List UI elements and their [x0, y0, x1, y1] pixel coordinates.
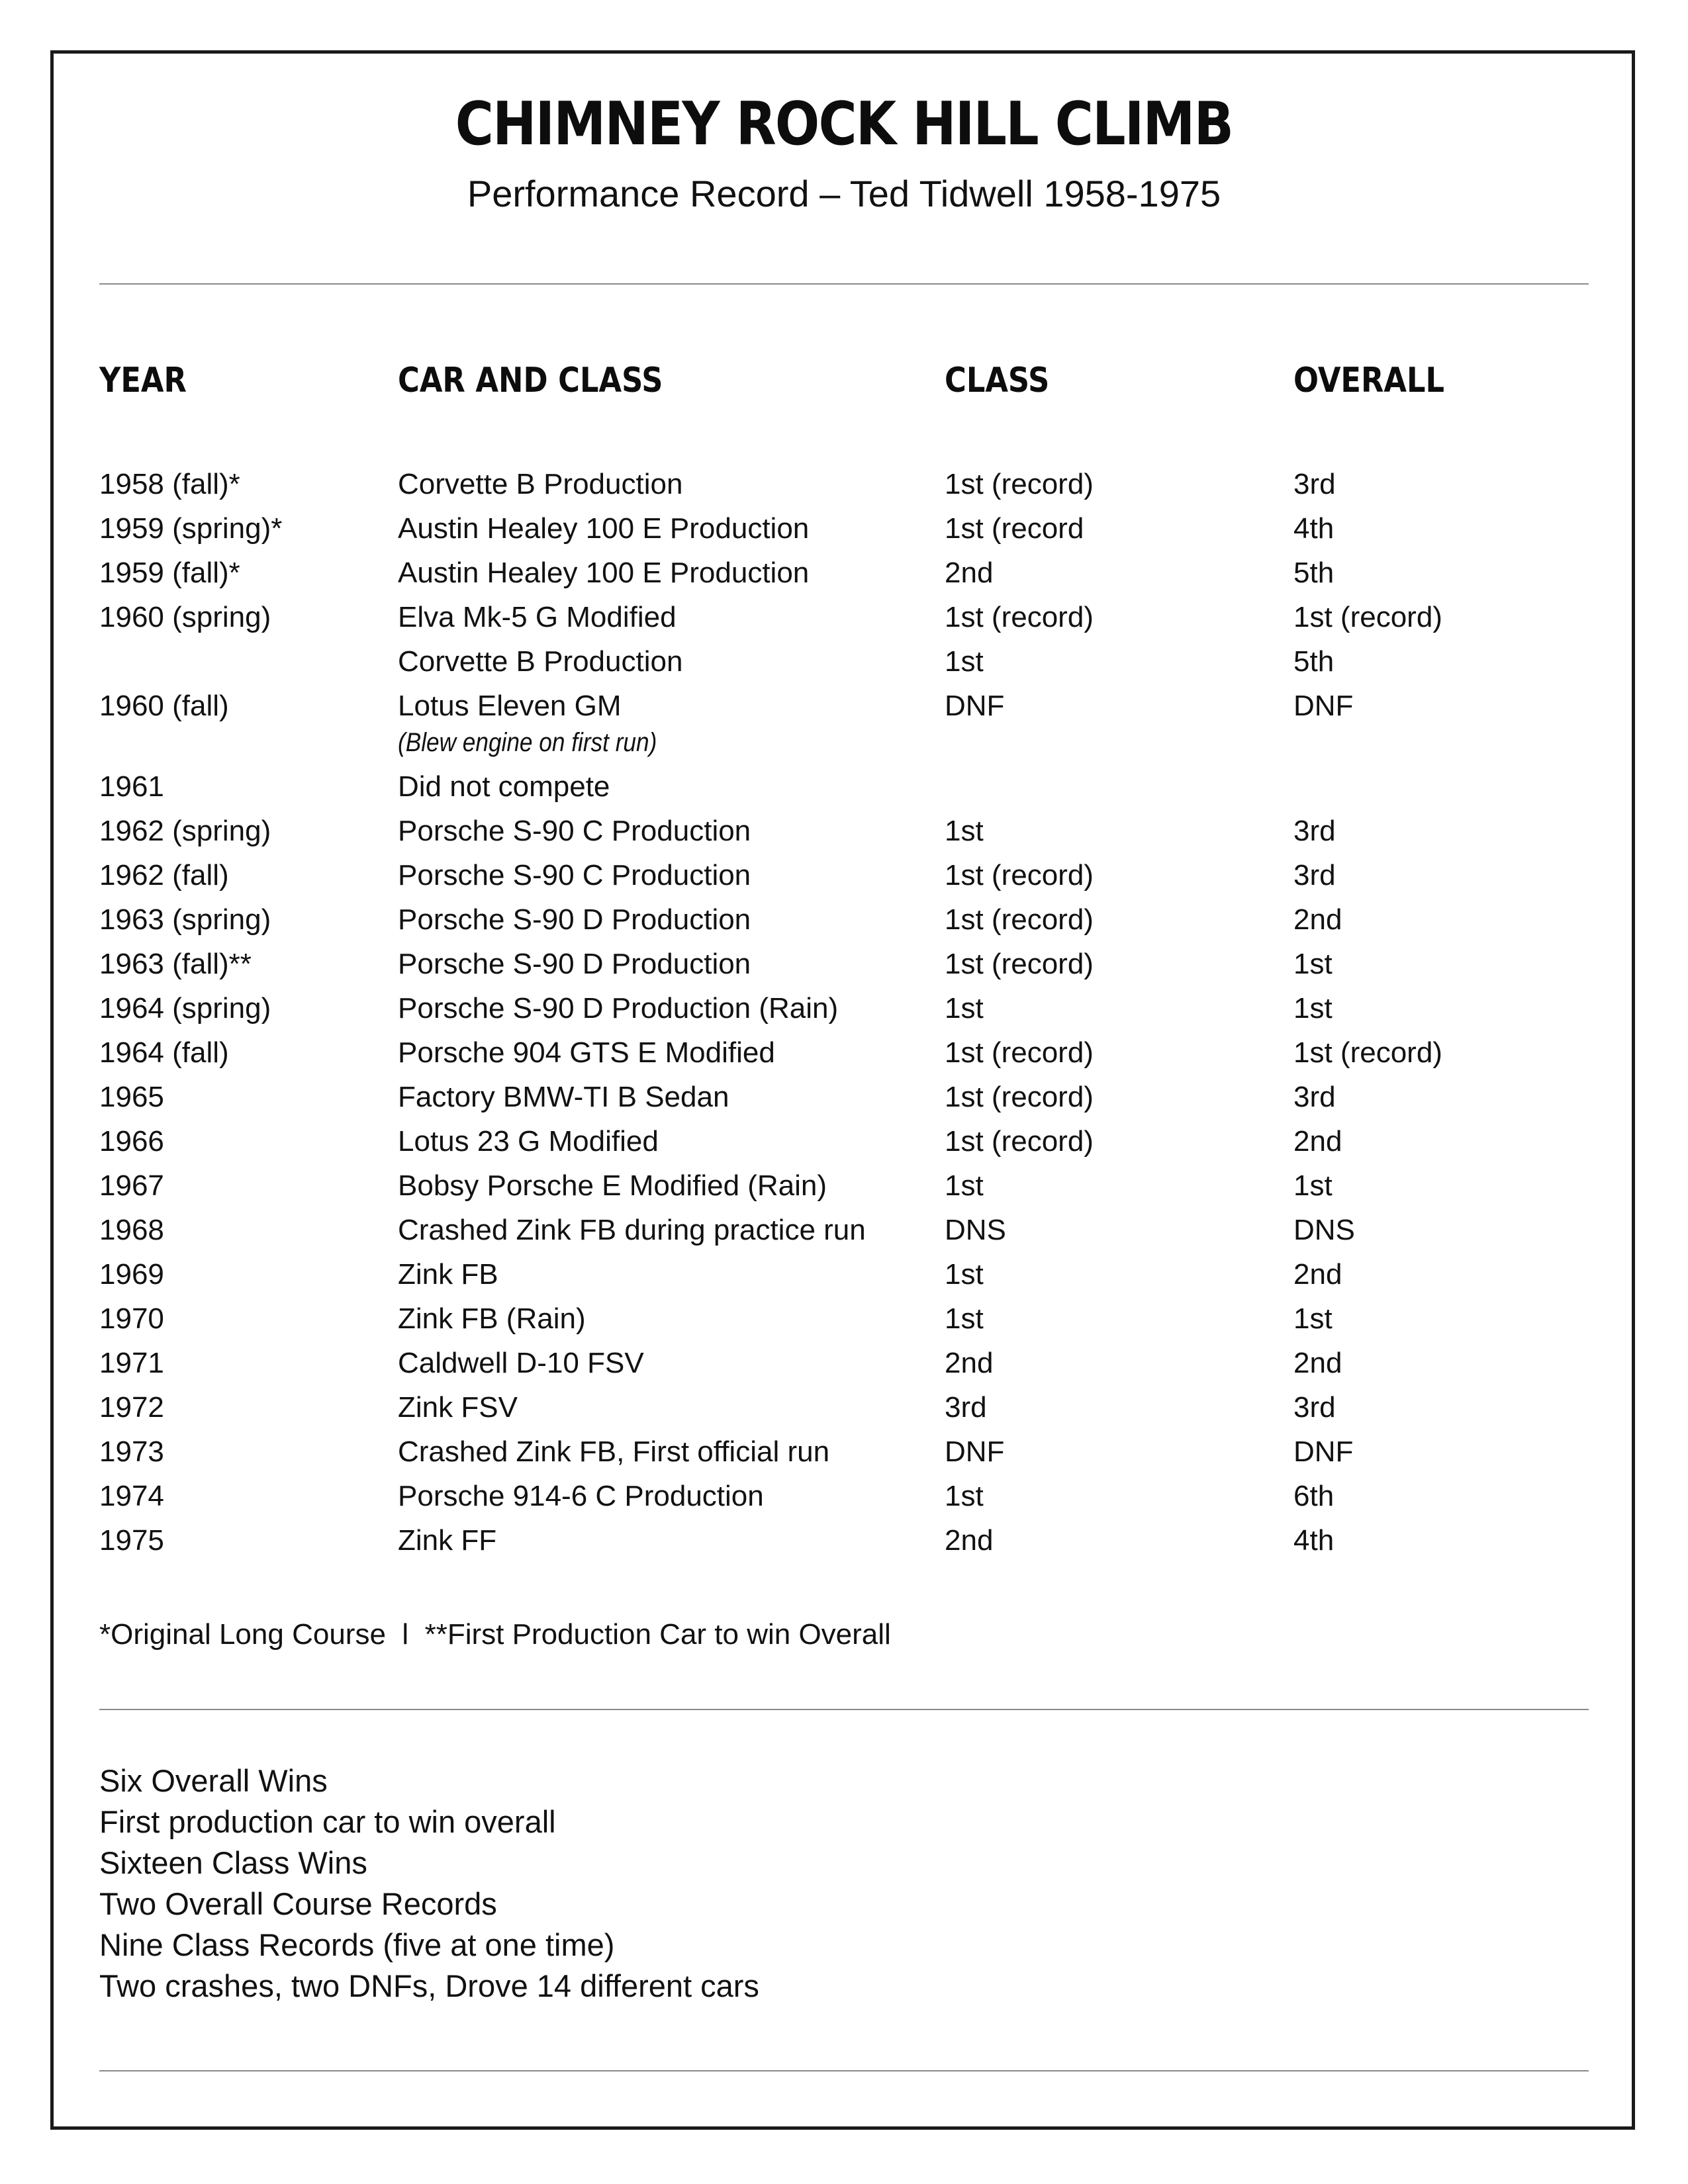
cell-overall-result: 2nd — [1293, 903, 1342, 936]
cell-car-and-class — [398, 1385, 518, 1430]
car-name: Did not compete — [398, 770, 610, 803]
divider-bottom — [99, 2070, 1589, 2071]
cell-car-and-class — [398, 1030, 775, 1075]
divider-middle — [99, 1709, 1589, 1710]
cell-year: 1962 (spring) — [99, 815, 271, 847]
cell-year: 1968 — [99, 1214, 164, 1246]
table-row — [0, 897, 1688, 942]
table-row — [0, 1030, 1688, 1075]
table-row — [0, 942, 1688, 986]
cell-overall-result: 1st — [1293, 948, 1333, 980]
cell-class-result: 1st — [945, 1258, 984, 1291]
cell-class-result: 1st — [945, 645, 984, 678]
table-row — [0, 1119, 1688, 1163]
cell-class-result: 1st (record) — [945, 601, 1094, 633]
table-row — [0, 1252, 1688, 1297]
car-name: Porsche 904 GTS E Modified — [398, 1036, 775, 1069]
summary-item: Two crashes, two DNFs, Drove 14 different cars — [99, 1968, 759, 2003]
cell-car-and-class — [398, 639, 682, 684]
page-title: CHIMNEY ROCK HILL CLIMB — [455, 89, 1233, 159]
cell-car-and-class — [398, 1252, 498, 1297]
cell-year: 1964 (spring) — [99, 992, 271, 1024]
car-name: Corvette B Production — [398, 468, 683, 500]
cell-year: 1966 — [99, 1125, 164, 1158]
car-note: (Blew engine on first run) — [398, 728, 657, 757]
cell-year: 1962 (fall) — [99, 859, 229, 891]
summary-item: Six Overall Wins — [99, 1763, 328, 1798]
header-overall: OVERALL — [1293, 361, 1445, 400]
cell-overall-result: 3rd — [1293, 468, 1336, 500]
cell-car-and-class — [398, 551, 809, 595]
table-row — [0, 1430, 1688, 1474]
cell-overall-result: DNF — [1293, 1435, 1354, 1468]
cell-class-result: 1st — [945, 1480, 984, 1512]
cell-year: 1964 (fall) — [99, 1036, 229, 1069]
table-row — [0, 1208, 1688, 1252]
header-class: CLASS — [945, 361, 1050, 400]
cell-overall-result: 3rd — [1293, 859, 1336, 891]
cell-year: 1965 — [99, 1081, 164, 1113]
table-row — [0, 1075, 1688, 1119]
cell-class-result: DNS — [945, 1214, 1006, 1246]
car-name: Porsche S-90 D Production — [398, 903, 751, 936]
summary-item: Sixteen Class Wins — [99, 1845, 367, 1880]
cell-overall-result: 3rd — [1293, 1081, 1336, 1113]
cell-year: 1974 — [99, 1480, 164, 1512]
car-name: Porsche 914-6 C Production — [398, 1480, 764, 1512]
cell-overall-result: 2nd — [1293, 1347, 1342, 1379]
car-name: Crashed Zink FB, First official run — [398, 1435, 830, 1468]
cell-overall-result: 5th — [1293, 557, 1335, 589]
table-row — [0, 1341, 1688, 1385]
cell-overall-result: 2nd — [1293, 1125, 1342, 1158]
cell-year: 1969 — [99, 1258, 164, 1291]
summary-item: First production car to win overall — [99, 1804, 556, 1839]
car-name: Porsche S-90 C Production — [398, 815, 751, 847]
table-row — [0, 1385, 1688, 1430]
cell-year: 1975 — [99, 1524, 164, 1557]
cell-year: 1963 (fall)** — [99, 948, 252, 980]
cell-year: 1970 — [99, 1302, 164, 1335]
car-name: Porsche S-90 C Production — [398, 859, 751, 891]
cell-overall-result: 1st (record) — [1293, 1036, 1442, 1069]
car-name: Austin Healey 100 E Production — [398, 557, 810, 589]
cell-class-result: 1st — [945, 1302, 984, 1335]
cell-class-result: 1st (record) — [945, 1125, 1094, 1158]
cell-class-result: 1st (record) — [945, 903, 1094, 936]
table-row — [0, 853, 1688, 897]
cell-overall-result: 1st — [1293, 992, 1333, 1024]
table-row — [0, 764, 1688, 809]
cell-class-result: DNF — [945, 690, 1005, 722]
cell-class-result: 1st (record) — [945, 468, 1094, 500]
cell-class-result: 1st (record) — [945, 1081, 1094, 1113]
table-row — [0, 551, 1688, 595]
car-name: Factory BMW-TI B Sedan — [398, 1081, 729, 1113]
summary-item: Two Overall Course Records — [99, 1886, 497, 1921]
cell-car-and-class — [398, 506, 809, 551]
cell-overall-result: 4th — [1293, 512, 1335, 545]
cell-year: 1959 (spring)* — [99, 512, 283, 545]
car-name: Crashed Zink FB during practice run — [398, 1214, 866, 1246]
cell-car-and-class — [398, 1075, 729, 1119]
cell-overall-result: DNF — [1293, 690, 1354, 722]
table-row — [0, 1474, 1688, 1518]
cell-year: 1967 — [99, 1169, 164, 1202]
cell-class-result: 3rd — [945, 1391, 987, 1424]
header-car-and-class: CAR AND CLASS — [398, 361, 663, 400]
cell-class-result: 1st (record — [945, 512, 1084, 545]
summary-item: Nine Class Records (five at one time) — [99, 1927, 615, 1962]
cell-car-and-class — [398, 1163, 827, 1208]
cell-overall-result: 1st — [1293, 1169, 1333, 1202]
cell-year: 1958 (fall)* — [99, 468, 240, 500]
cell-class-result: DNF — [945, 1435, 1005, 1468]
car-name: Zink FB (Rain) — [398, 1302, 586, 1335]
table-row — [0, 684, 1688, 764]
car-name: Austin Healey 100 E Production — [398, 512, 810, 545]
cell-year: 1963 (spring) — [99, 903, 271, 936]
cell-class-result: 1st — [945, 815, 984, 847]
cell-year: 1973 — [99, 1435, 164, 1468]
cell-car-and-class — [398, 853, 751, 897]
cell-overall-result: DNS — [1293, 1214, 1355, 1246]
cell-car-and-class — [398, 462, 682, 506]
table-row — [0, 809, 1688, 853]
cell-car-and-class — [398, 1474, 764, 1518]
cell-car-and-class — [398, 595, 677, 639]
cell-overall-result: 1st — [1293, 1302, 1333, 1335]
cell-class-result: 2nd — [945, 1524, 994, 1557]
cell-car-and-class — [398, 1119, 659, 1163]
summary-list — [99, 1760, 759, 2007]
cell-class-result: 1st (record) — [945, 948, 1094, 980]
table-row — [0, 595, 1688, 639]
divider-top — [99, 283, 1589, 285]
car-name: Elva Mk-5 G Modified — [398, 601, 677, 633]
cell-car-and-class — [398, 1430, 829, 1474]
cell-overall-result: 3rd — [1293, 815, 1336, 847]
cell-year: 1961 — [99, 770, 164, 803]
table-row — [0, 462, 1688, 506]
cell-car-and-class — [398, 986, 838, 1030]
cell-year: 1971 — [99, 1347, 164, 1379]
car-name: Caldwell D-10 FSV — [398, 1347, 644, 1379]
car-name: Zink FF — [398, 1524, 497, 1557]
cell-overall-result: 6th — [1293, 1480, 1335, 1512]
cell-class-result: 1st — [945, 1169, 984, 1202]
car-name: Lotus Eleven GM — [398, 690, 622, 722]
cell-overall-result: 3rd — [1293, 1391, 1336, 1424]
table-row — [0, 1518, 1688, 1563]
cell-class-result: 1st (record) — [945, 859, 1094, 891]
cell-overall-result: 4th — [1293, 1524, 1335, 1557]
cell-overall-result: 2nd — [1293, 1258, 1342, 1291]
cell-class-result: 2nd — [945, 557, 994, 589]
cell-class-result: 1st (record) — [945, 1036, 1094, 1069]
table-row — [0, 506, 1688, 551]
cell-car-and-class — [398, 1341, 644, 1385]
car-name: Porsche S-90 D Production (Rain) — [398, 992, 839, 1024]
cell-car-and-class — [398, 942, 751, 986]
cell-car-and-class — [398, 1297, 586, 1341]
car-name: Zink FB — [398, 1258, 498, 1291]
cell-year: 1960 (fall) — [99, 690, 229, 722]
results-table — [0, 462, 1688, 1563]
header-year: YEAR — [99, 361, 187, 400]
cell-overall-result: 5th — [1293, 645, 1335, 678]
cell-class-result: 2nd — [945, 1347, 994, 1379]
page-subtitle: Performance Record – Ted Tidwell 1958-1975 — [467, 173, 1221, 214]
cell-car-and-class — [398, 764, 610, 809]
cell-car-and-class — [398, 809, 751, 853]
cell-car-and-class — [398, 1518, 496, 1563]
cell-class-result: 1st — [945, 992, 984, 1024]
car-name: Bobsy Porsche E Modified (Rain) — [398, 1169, 827, 1202]
cell-year: 1959 (fall)* — [99, 557, 240, 589]
car-name: Corvette B Production — [398, 645, 683, 678]
car-name: Zink FSV — [398, 1391, 518, 1424]
cell-car-and-class — [398, 684, 692, 757]
table-row — [0, 1297, 1688, 1341]
table-row — [0, 1163, 1688, 1208]
cell-year: 1960 (spring) — [99, 601, 271, 633]
cell-car-and-class — [398, 897, 751, 942]
table-row — [0, 639, 1688, 684]
cell-overall-result: 1st (record) — [1293, 601, 1442, 633]
footnote: *Original Long Course l **First Production Car to win Overall — [99, 1618, 891, 1651]
table-row — [0, 986, 1688, 1030]
cell-car-and-class — [398, 1208, 866, 1252]
car-name: Lotus 23 G Modified — [398, 1125, 659, 1158]
cell-year: 1972 — [99, 1391, 164, 1424]
car-name: Porsche S-90 D Production — [398, 948, 751, 980]
